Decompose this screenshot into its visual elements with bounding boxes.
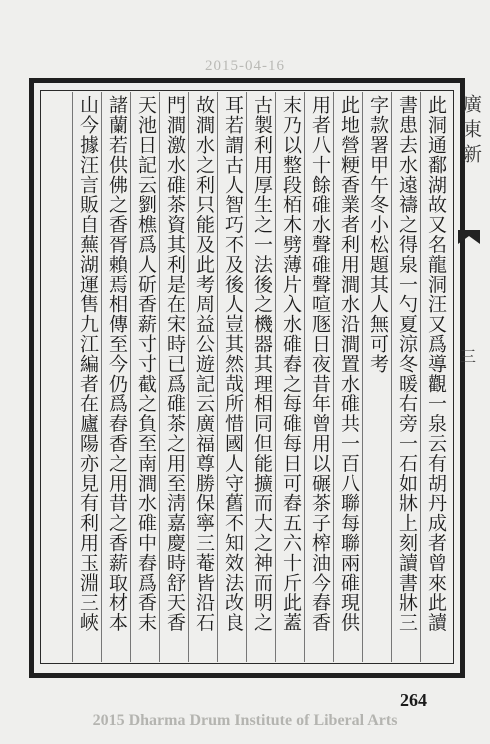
text-column: 古製利用厚生之一法後之機器其理相同但能擴而大之神而明之 — [251, 95, 273, 633]
column-rule — [246, 92, 247, 662]
text-column: 末乃以整段栢木劈薄片入水碓舂之每碓每日可舂五六十斤此蓋 — [280, 95, 302, 633]
column-rule — [420, 92, 421, 662]
text-column: 此洞通鄱湖故又名龍洞汪又爲導觀一泉云有胡丹成者曾來此讀 — [425, 95, 447, 633]
fish-tail-mark-icon — [458, 230, 480, 244]
text-column: 此地營粳香業者利用澗水沿澗置水碓共一百八聯每聯兩碓現供 — [338, 95, 360, 633]
column-rule — [72, 92, 73, 662]
column-rule — [188, 92, 189, 662]
column-rule — [101, 92, 102, 662]
watermark: 2015 Dharma Drum Institute of Liberal Arts — [92, 712, 398, 729]
margin-page-mark: 三 — [460, 347, 477, 366]
column-rule — [391, 92, 392, 662]
column-rule — [333, 92, 334, 662]
column-rule — [159, 92, 160, 662]
column-rule — [275, 92, 276, 662]
margin-title: 廣東新 — [460, 94, 482, 169]
text-column: 諸蘭若供佛之香胥賴焉相傳至今仍爲舂香之用昔之香薪取材本 — [106, 95, 128, 633]
text-column: 書患去水遠禱之得泉一勺夏涼冬暖右旁一石如牀上刻讀書牀三 — [396, 95, 418, 633]
text-column: 耳若謂古人智巧不及後人豈其然哉所惜國人守舊不知效法改良 — [222, 95, 244, 633]
margin-column — [458, 90, 480, 650]
text-column: 山今據汪言販自蕪湖運售九江編者在廬陽亦見有利用玉淵三峽 — [77, 95, 99, 633]
text-column: 門澗激水碓茶資其利是在宋時已爲碓茶之用至淸嘉慶時舒天香 — [164, 95, 186, 633]
text-column: 故澗水之利只能及此考周益公遊記云廣福尊勝保寧三菴皆沿石 — [193, 95, 215, 633]
text-column: 天池日記云劉樵爲人斫香薪寸寸截之負至南澗水碓中舂爲香末 — [135, 95, 157, 633]
column-rule — [304, 92, 305, 662]
text-column: 用者八十餘碓水聲碓聲喧豗日夜昔年曾用以碾茶子榨油今舂香 — [309, 95, 331, 633]
column-rule — [362, 92, 363, 662]
column-rule — [130, 92, 131, 662]
column-rule — [217, 92, 218, 662]
date-stamp: 2015-04-16 — [205, 58, 285, 74]
text-column: 字款署甲午冬小松題其人無可考 — [367, 95, 389, 374]
page-number: 264 — [400, 690, 427, 710]
